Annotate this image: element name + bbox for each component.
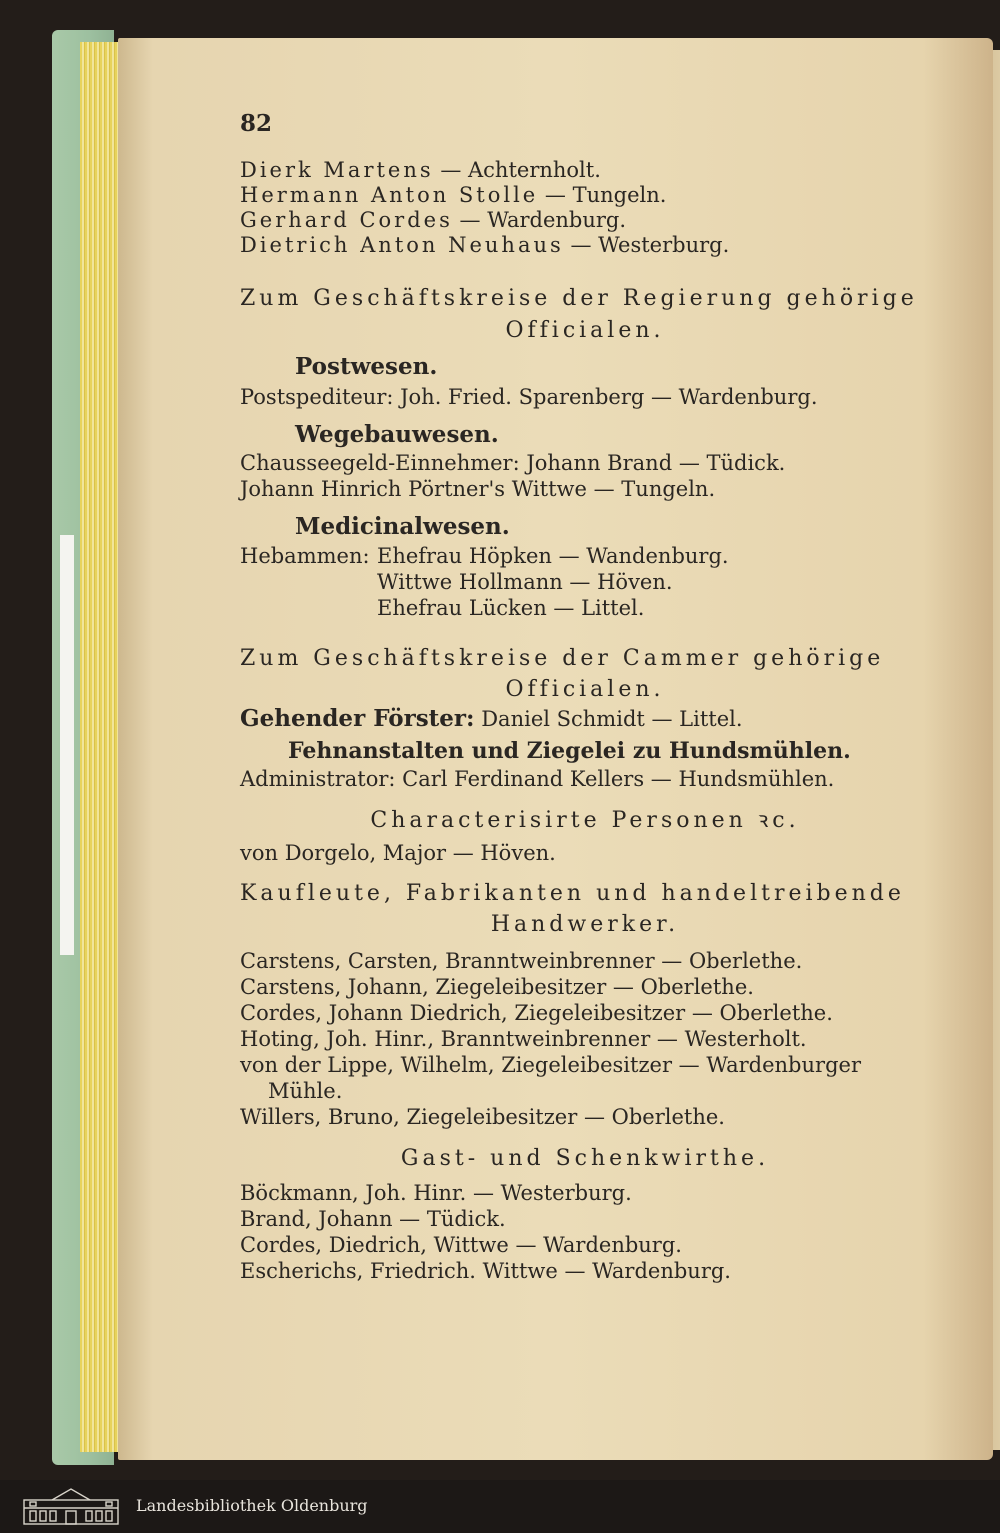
entry-line: von Dorgelo, Major — Höven. xyxy=(240,841,556,865)
list-item: Willers, Bruno, Ziegeleibesitzer — Oberlethe. xyxy=(240,1105,725,1129)
entry-line: Postspediteur: Joh. Fried. Sparenberg — Wardenburg. xyxy=(240,385,818,409)
entry-line: Administrator: Carl Ferdinand Kellers — Hundsmühlen. xyxy=(240,767,835,791)
list-item: Escherichs, Friedrich. Wittwe — Wardenburg. xyxy=(240,1259,731,1283)
list-item: Cordes, Johann Diedrich, Ziegeleibesitzer — Oberlethe. xyxy=(240,1001,833,1025)
entry-line: Ehefrau Lücken — Littel. xyxy=(377,596,645,620)
page-number: 82 xyxy=(240,110,273,137)
entry-line: Johann Hinrich Pörtner's Wittwe — Tungeln. xyxy=(240,477,716,501)
entry-line: Ehefrau Höpken — Wandenburg. xyxy=(377,544,729,568)
list-item: Cordes, Diedrich, Wittwe — Wardenburg. xyxy=(240,1233,682,1257)
library-name: Landesbibliothek Oldenburg xyxy=(136,1496,368,1515)
list-item-cont: Mühle. xyxy=(268,1079,343,1103)
footer-bar xyxy=(0,1480,1000,1533)
list-item: Hoting, Joh. Hinr., Branntweinbrenner — Westerholt. xyxy=(240,1027,807,1051)
section-heading: Zum Geschäftskreise der Regierung gehörige xyxy=(240,286,918,311)
entry-line: Gehender Förster: Daniel Schmidt — Littel. xyxy=(240,705,743,732)
section-heading-cont: Officialen. xyxy=(505,318,665,343)
entry-line: Wittwe Hollmann — Höven. xyxy=(377,570,673,594)
subheading-char: Characterisirte Personen ꝛc. xyxy=(370,808,800,833)
subheading-gast: Gast- und Schenkwirthe. xyxy=(400,1146,770,1171)
entry-label: Hebammen: xyxy=(240,544,370,568)
section-heading: Kaufleute, Fabrikanten und handeltreibende xyxy=(240,881,905,906)
library-building-icon xyxy=(22,1486,120,1526)
subheading-fehn: Fehnanstalten und Ziegelei zu Hundsmühlen. xyxy=(288,738,851,764)
subheading-medicinal: Medicinalwesen. xyxy=(295,513,510,540)
entry-line: Hermann Anton Stolle — Tungeln. xyxy=(240,183,667,207)
section-heading-cont: Handwerker. xyxy=(490,912,680,937)
entry-line: Dietrich Anton Neuhaus — Westerburg. xyxy=(240,233,730,257)
list-item: Böckmann, Joh. Hinr. — Westerburg. xyxy=(240,1181,632,1205)
entry-line: Dierk Martens — Achternholt. xyxy=(240,158,601,182)
section-heading: Zum Geschäftskreise der Cammer gehörige xyxy=(240,646,885,671)
subheading-wegebau: Wegebauwesen. xyxy=(295,421,499,448)
list-item: von der Lippe, Wilhelm, Ziegeleibesitzer — Wardenburger xyxy=(240,1053,861,1077)
entry-line: Chausseegeld-Einnehmer: Johann Brand — Tüdick. xyxy=(240,451,786,475)
subheading-postwesen: Postwesen. xyxy=(295,353,438,380)
list-item: Carstens, Johann, Ziegeleibesitzer — Oberlethe. xyxy=(240,975,754,999)
list-item: Brand, Johann — Tüdick. xyxy=(240,1207,506,1231)
list-item: Carstens, Carsten, Branntweinbrenner — Oberlethe. xyxy=(240,949,803,973)
section-heading-cont: Officialen. xyxy=(505,677,665,702)
entry-line: Gerhard Cordes — Wardenburg. xyxy=(240,208,627,232)
cover-label-strip xyxy=(60,535,74,955)
